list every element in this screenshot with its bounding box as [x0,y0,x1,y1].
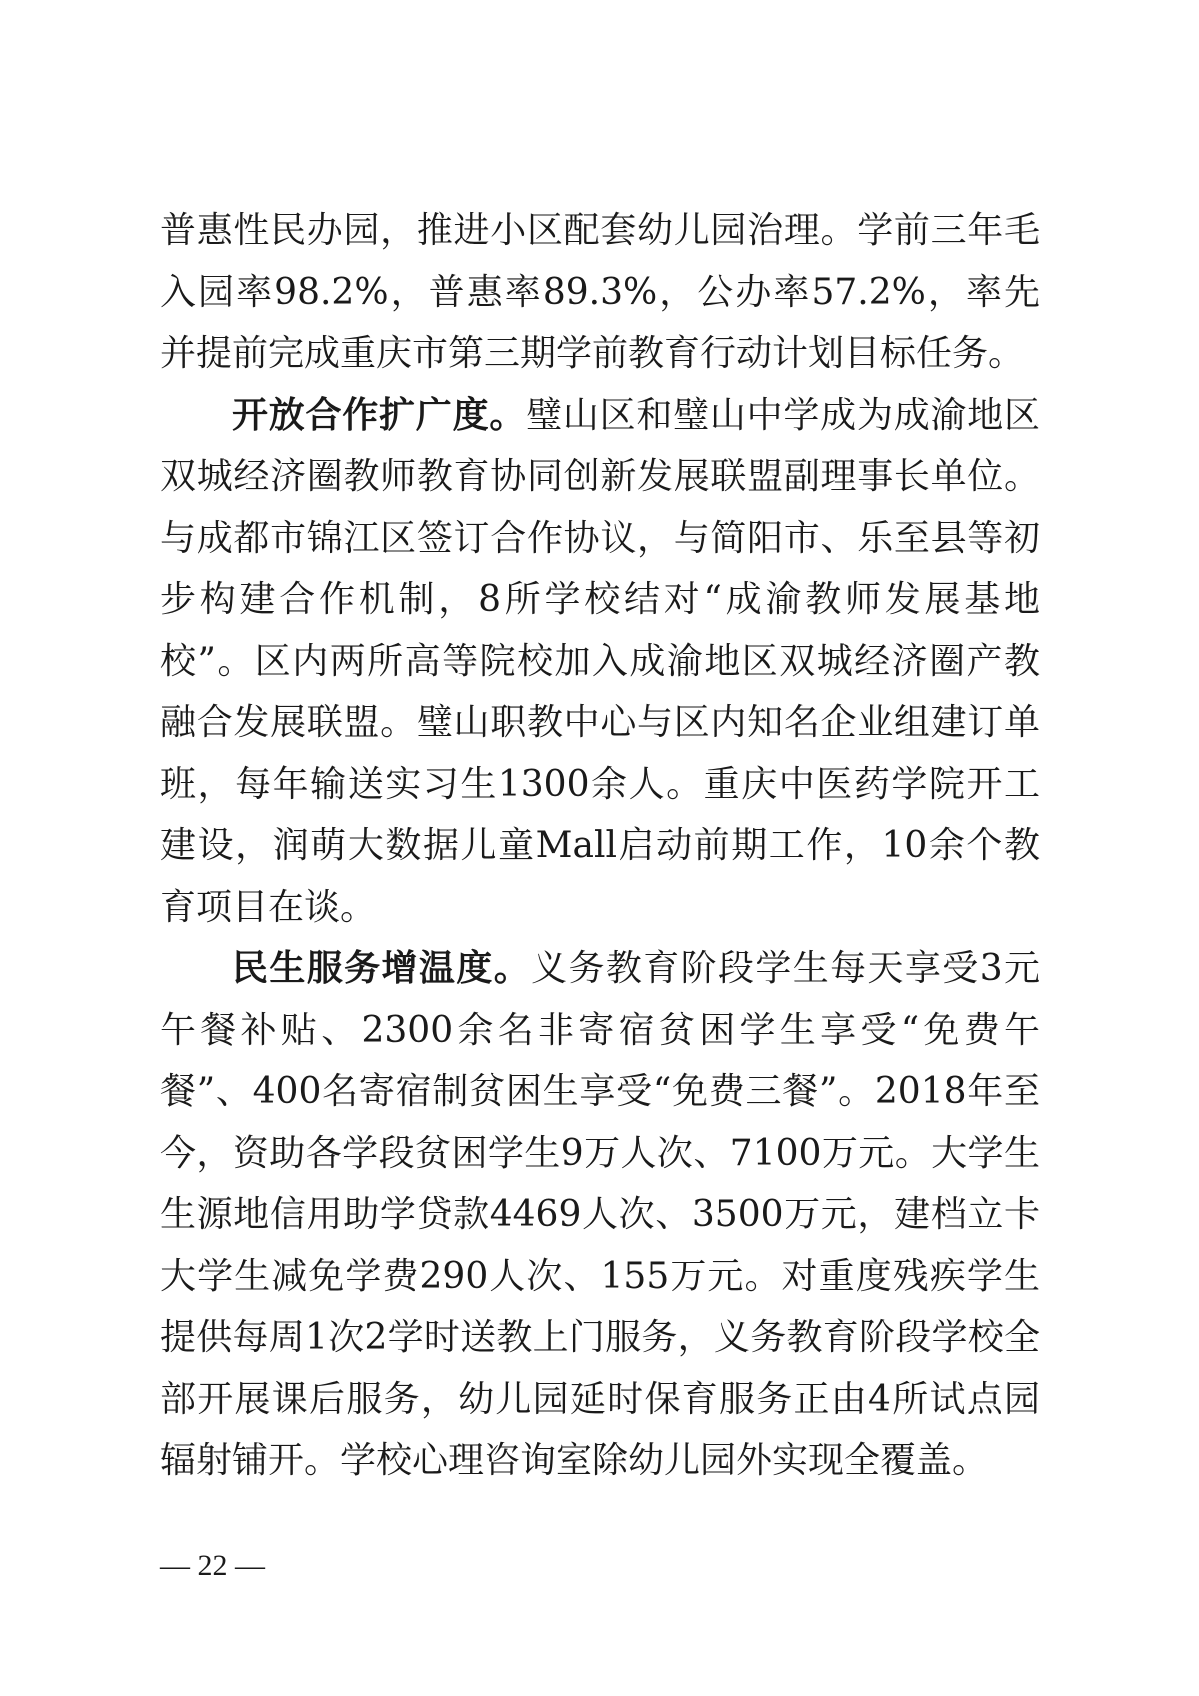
paragraph-lead-heading: 民生服务增温度。 [232,947,532,989]
document-body [160,200,1040,1492]
paragraph-text: 璧山区和璧山中学成为成渝地区双城经济圈教师教育协同创新发展联盟副理事长单位。与成都市锦江区签订合作协议，与简阳市、乐至县等初步构建合作机制，8所学校结对“成渝教师发展基地校”。区内两所高等院校加入成渝地区双城经济圈产教融合发展联盟。璧山职教中心与区内知名企业组建订单班，每年输送实习生1300余人。重庆中医药学院开工建设，润萌大数据儿童Mall启动前期工作，10余个教育项目在谈。 [160,394,1040,928]
paragraph-lead-heading: 开放合作扩广度。 [232,393,527,436]
paragraph-text: 义务教育阶段学生每天享受3元午餐补贴、2300余名非寄宿贫困学生享受“免费午餐”、400名寄宿制贫困生享受“免费三餐”。2018年至今，资助各学段贫困学生9万人次、7100万元。大学生生源地信用助学贷款4469人次、3500万元，建档立卡大学生减免学费290人次、155万元。对重度残疾学生提供每周1次2学时送教上门服务，义务教育阶段学校全部开展课后服务，幼儿园延时保育服务正由4所试点园辐射铺开。学校心理咨询室除幼儿园外实现全覆盖。 [160,948,1040,1481]
paragraph-livelihood-services [160,938,1040,1492]
page-number: — 22 — [160,1549,265,1582]
paragraph-continuation [160,200,1040,385]
paragraph-text: 普惠性民办园，推进小区配套幼儿园治理。学前三年毛入园率98.2%，普惠率89.3%，公办率57.2%，率先并提前完成重庆市第三期学前教育行动计划目标任务。 [160,210,1040,374]
paragraph-open-cooperation [160,385,1040,939]
